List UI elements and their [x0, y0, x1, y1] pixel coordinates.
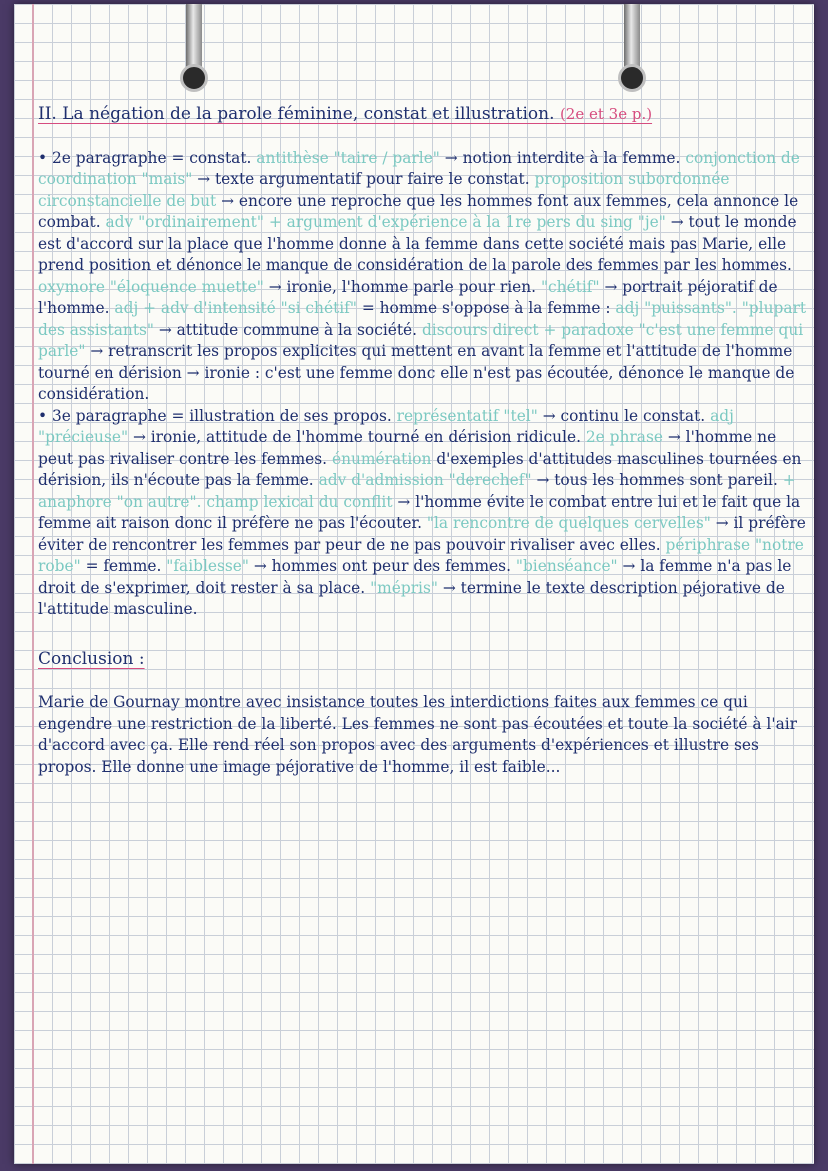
- notebook-page: [14, 4, 814, 1164]
- paragraph-3: [38, 406, 808, 621]
- highlighted-figure: "mépris": [370, 578, 438, 597]
- note-text: → termine le texte description péjorative de l'attitude masculine.: [38, 578, 785, 618]
- highlighted-figure: "bienséance": [515, 557, 618, 575]
- section-heading: [38, 104, 808, 126]
- highlighted-figure: adj "puissants". "plupart des assistants": [38, 299, 807, 339]
- highlighted-figure: adv d'admission "derechef": [318, 471, 532, 489]
- conclusion-text: Marie de Gournay montre avec insistance toutes les interdictions faites aux femmes ce qui engendre une restriction de la liberté. Les femmes ne sont pas écoutées et toute la société à l'air d'accord avec ça. Elle rend réel son propos avec des arguments d'expériences et illustre ses propos. Elle donne une image péjorative de l'homme, il est faible...: [38, 693, 798, 776]
- note-text: → tout le monde est d'accord sur la place que l'homme donne à la femme dans cette société mais pas Marie, elle prend position et dénonce le manque de considération de la parole des femmes par les hommes.: [38, 213, 797, 274]
- highlighted-figure: "la rencontre de quelques cervelles": [426, 514, 711, 532]
- highlighted-figure: antithèse "taire / parle": [256, 148, 440, 167]
- highlighted-figure: "faiblesse": [166, 557, 249, 575]
- highlighted-figure: conjonction de coordination "mais": [38, 148, 800, 188]
- highlighted-figure: 2e phrase: [585, 428, 663, 446]
- note-text: → l'homme évite le combat entre lui et le fait que la femme ait raison donc il préfère ne pas l'écouter.: [38, 492, 801, 532]
- highlighted-figure: oxymore "éloquence muette": [38, 277, 264, 296]
- heading-title: II. La négation de la parole féminine, constat et illustration.: [38, 104, 555, 124]
- ring-hole-left: [180, 64, 208, 92]
- note-text: = femme.: [80, 557, 167, 575]
- note-text: d'exemples d'attitudes masculines tournées en dérision, ils n'écoute pas la femme.: [38, 449, 802, 489]
- notes-content: [38, 104, 808, 778]
- note-text: → continu le constat.: [537, 406, 711, 425]
- conclusion-title: Conclusion :: [38, 648, 145, 669]
- note-text: → il préfère éviter de rencontrer les femmes par peur de ne pas pouvoir rivaliser avec elles.: [38, 514, 806, 554]
- highlighted-figure: + anaphore "on autre". champ lexical du conflit: [38, 471, 796, 511]
- note-text: → notion interdite à la femme.: [439, 148, 686, 167]
- highlighted-figure: discours direct + paradoxe "c'est une femme qui parle": [38, 320, 804, 360]
- note-text: → retranscrit les propos explicites qui mettent en avant la femme et l'attitude de l'homme tourné en dérision → ironie : c'est une femme donc elle n'est pas écoutée, dénonce le manque de considération.: [38, 342, 795, 403]
- note-text: → ironie, attitude de l'homme tourné en dérision ridicule.: [128, 428, 586, 446]
- highlighted-figure: périphrase "notre robe": [38, 535, 804, 575]
- note-text: → tous les hommes sont pareil.: [531, 471, 783, 489]
- highlighted-figure: adj "précieuse": [38, 406, 734, 446]
- paragraph-2: [38, 148, 808, 406]
- highlighted-figure: proposition subordonnée circonstancielle de but: [38, 170, 730, 210]
- note-text: → ironie, l'homme parle pour rien.: [263, 277, 541, 296]
- note-text: → portrait péjoratif de l'homme.: [38, 277, 778, 317]
- heading-note: (2e et 3e p.): [559, 105, 653, 123]
- note-text: = homme s'oppose à la femme :: [356, 299, 616, 317]
- note-text: → l'homme ne peut pas rivaliser contre les femmes.: [38, 428, 777, 468]
- ring-hole-right: [618, 64, 646, 92]
- note-text: → texte argumentatif pour faire le constat.: [192, 170, 535, 188]
- note-text: → la femme n'a pas le droit de s'exprimer, doit rester à sa place.: [38, 557, 792, 597]
- note-text: → hommes ont peur des femmes.: [249, 557, 516, 575]
- note-text: • 3e paragraphe = illustration de ses propos.: [38, 406, 397, 425]
- highlighted-figure: représentatif "tel": [396, 406, 538, 425]
- note-text: • 2e paragraphe = constat.: [38, 148, 257, 167]
- highlighted-figure: adv "ordinairement" + argument d'expérience à la 1re pers du sing "je": [105, 213, 666, 231]
- note-text: → encore une reproche que les hommes font aux femmes, cela annonce le combat.: [38, 191, 799, 231]
- note-text: → attitude commune à la société.: [153, 320, 422, 339]
- highlighted-figure: adj + adv d'intensité "si chétif": [114, 299, 357, 317]
- highlighted-figure: énumération: [331, 449, 432, 468]
- highlighted-figure: "chétif": [540, 277, 600, 296]
- margin-line: [32, 4, 34, 1164]
